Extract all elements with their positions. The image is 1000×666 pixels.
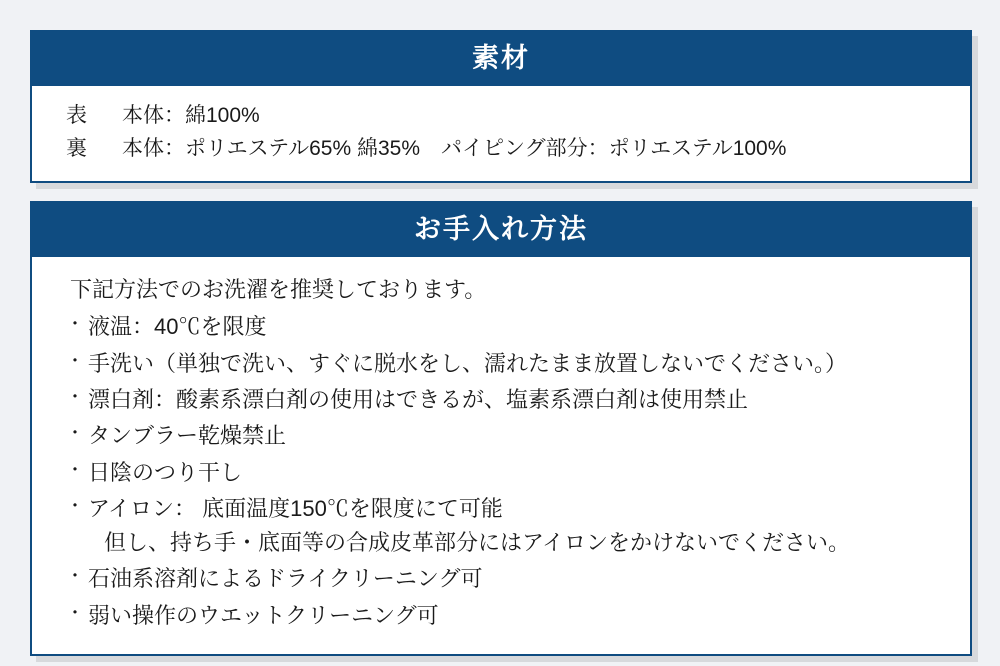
list-item-label: 石油系溶剤によるドライクリーニング可: [88, 566, 483, 592]
care-panel: [30, 201, 972, 656]
list-item-label: 弱い操作のウエットクリーニング可: [88, 602, 439, 628]
care-intro-text: 下記方法でのお洗濯を推奨しております。: [70, 277, 487, 303]
material-panel-body: [32, 86, 970, 181]
material-panel: [30, 30, 972, 183]
list-item: [66, 310, 950, 343]
material-row-value: 本体：綿100%: [122, 104, 260, 127]
bullet-icon: ・: [66, 602, 84, 623]
list-item-label: 漂白剤：酸素系漂白剤の使用はできるが、塩素系漂白剤は使用禁止: [88, 386, 749, 412]
list-item-label: 日陰のつり干し: [88, 459, 243, 485]
material-row-value: 本体：ポリエステル65% 綿35% パイピング部分：ポリエステル100%: [122, 136, 787, 160]
material-row-label: 裏: [66, 136, 87, 160]
material-row-label: 表: [66, 104, 87, 127]
list-item: [66, 383, 950, 416]
care-panel-title: お手入れ方法: [32, 203, 970, 257]
list-item: [66, 492, 950, 559]
list-item: [66, 599, 950, 632]
material-row: [66, 133, 948, 166]
bullet-icon: ・: [66, 496, 84, 517]
material-panel-title: 素材: [32, 32, 970, 86]
list-item-main-text: アイロン： 底面温度150℃を限度にて可能: [88, 496, 503, 522]
list-item-label: タンブラー乾燥禁止: [88, 423, 287, 449]
bullet-icon: ・: [66, 386, 84, 407]
care-instruction-list: [66, 310, 950, 632]
bullet-icon: ・: [66, 459, 84, 480]
bullet-icon: ・: [66, 350, 84, 371]
list-item: [66, 347, 950, 380]
list-item: [66, 419, 950, 452]
list-item: [66, 562, 950, 595]
bullet-icon: ・: [66, 566, 84, 587]
material-row: [66, 100, 948, 133]
list-item-label: 手洗い（単独で洗い、すぐに脱水をし、濡れたまま放置しないでください。）: [88, 350, 848, 376]
list-item-label: [88, 492, 950, 559]
bullet-icon: ・: [66, 423, 84, 444]
list-item-label: 液温：40℃を限度: [88, 314, 267, 340]
bullet-icon: ・: [66, 314, 84, 335]
list-item-sub-text: 但し、持ち手・底面等の合成皮革部分にはアイロンをかけないでください。: [104, 529, 851, 555]
list-item: [66, 456, 950, 489]
care-panel-body: [32, 257, 970, 654]
